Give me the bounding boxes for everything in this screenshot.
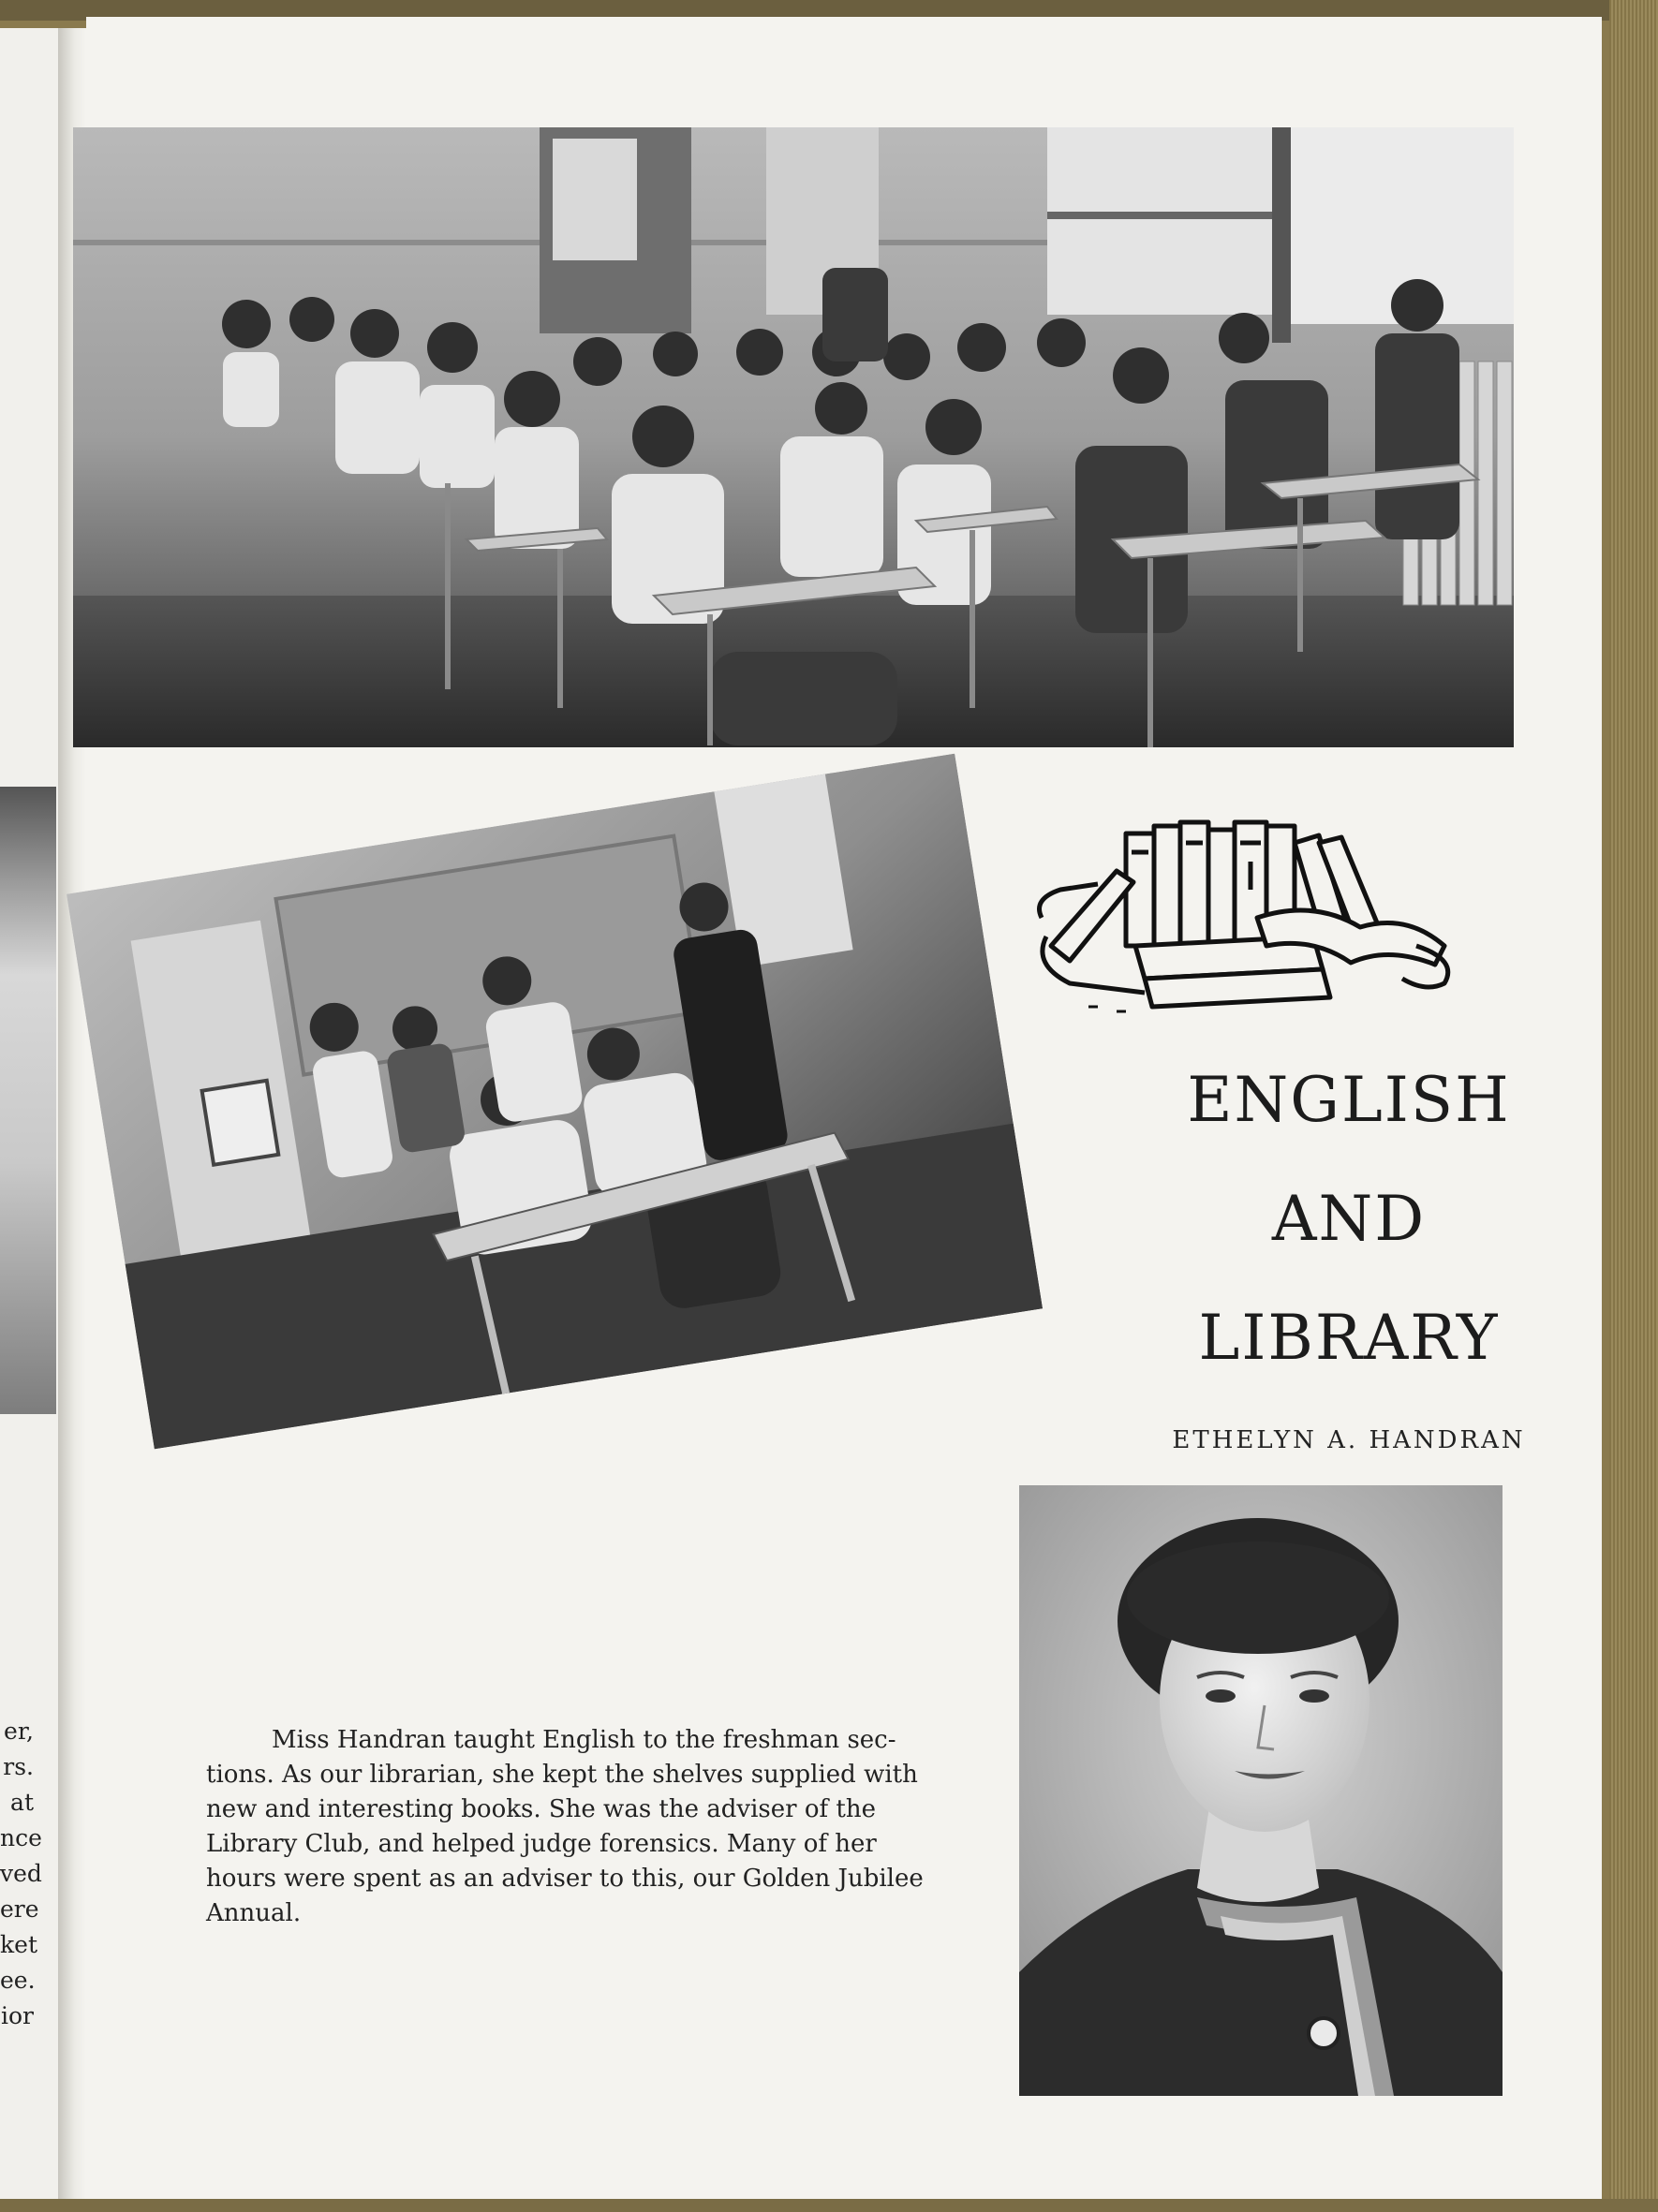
facing-page-fragment: ior: [1, 2002, 34, 2029]
facing-page-fragment: rs.: [3, 1753, 34, 1780]
teacher-portrait: [1019, 1485, 1503, 2096]
classroom-photo: [73, 127, 1514, 747]
facing-page-fragment: ved: [0, 1860, 42, 1887]
description-line: Library Club, and helped judge forensics. Many of her: [206, 1830, 877, 1858]
facing-page-fragment: ket: [0, 1931, 37, 1958]
facing-page-fragment: ere: [0, 1895, 39, 1923]
facing-page-fragment: at: [10, 1789, 34, 1816]
facing-page-fragment: ee.: [0, 1967, 36, 1994]
yearbook-page: [86, 17, 1602, 2199]
description-paragraph: [206, 1723, 1038, 1931]
library-group-photo: [67, 754, 1043, 1450]
description-line: tions. As our librarian, she kept the shelves supplied with: [206, 1761, 918, 1789]
heading-line-1: ENGLISH: [1187, 1064, 1511, 1136]
heading-line-3: LIBRARY: [1198, 1302, 1500, 1374]
cover-edge-bottom: [0, 2199, 1658, 2212]
facing-page-fragment: nce: [0, 1824, 42, 1851]
description-line: hours were spent as an adviser to this, our Golden Jubilee: [206, 1865, 924, 1893]
books-illustration: [1032, 805, 1463, 1030]
facing-page-text: [0, 1714, 58, 2034]
teacher-name: ETHELYN A. HANDRAN: [1172, 1426, 1526, 1454]
cover-edge-right: [1609, 0, 1658, 2212]
facing-page: [0, 28, 58, 2199]
description-line: new and interesting books. She was the adviser of the: [206, 1795, 876, 1823]
facing-page-photo: [0, 787, 56, 1414]
heading-line-2: AND: [1271, 1183, 1427, 1255]
description-line: Miss Handran taught English to the freshman sec-: [272, 1726, 896, 1754]
description-line: Annual.: [206, 1899, 302, 1927]
facing-page-fragment: er,: [4, 1718, 34, 1745]
